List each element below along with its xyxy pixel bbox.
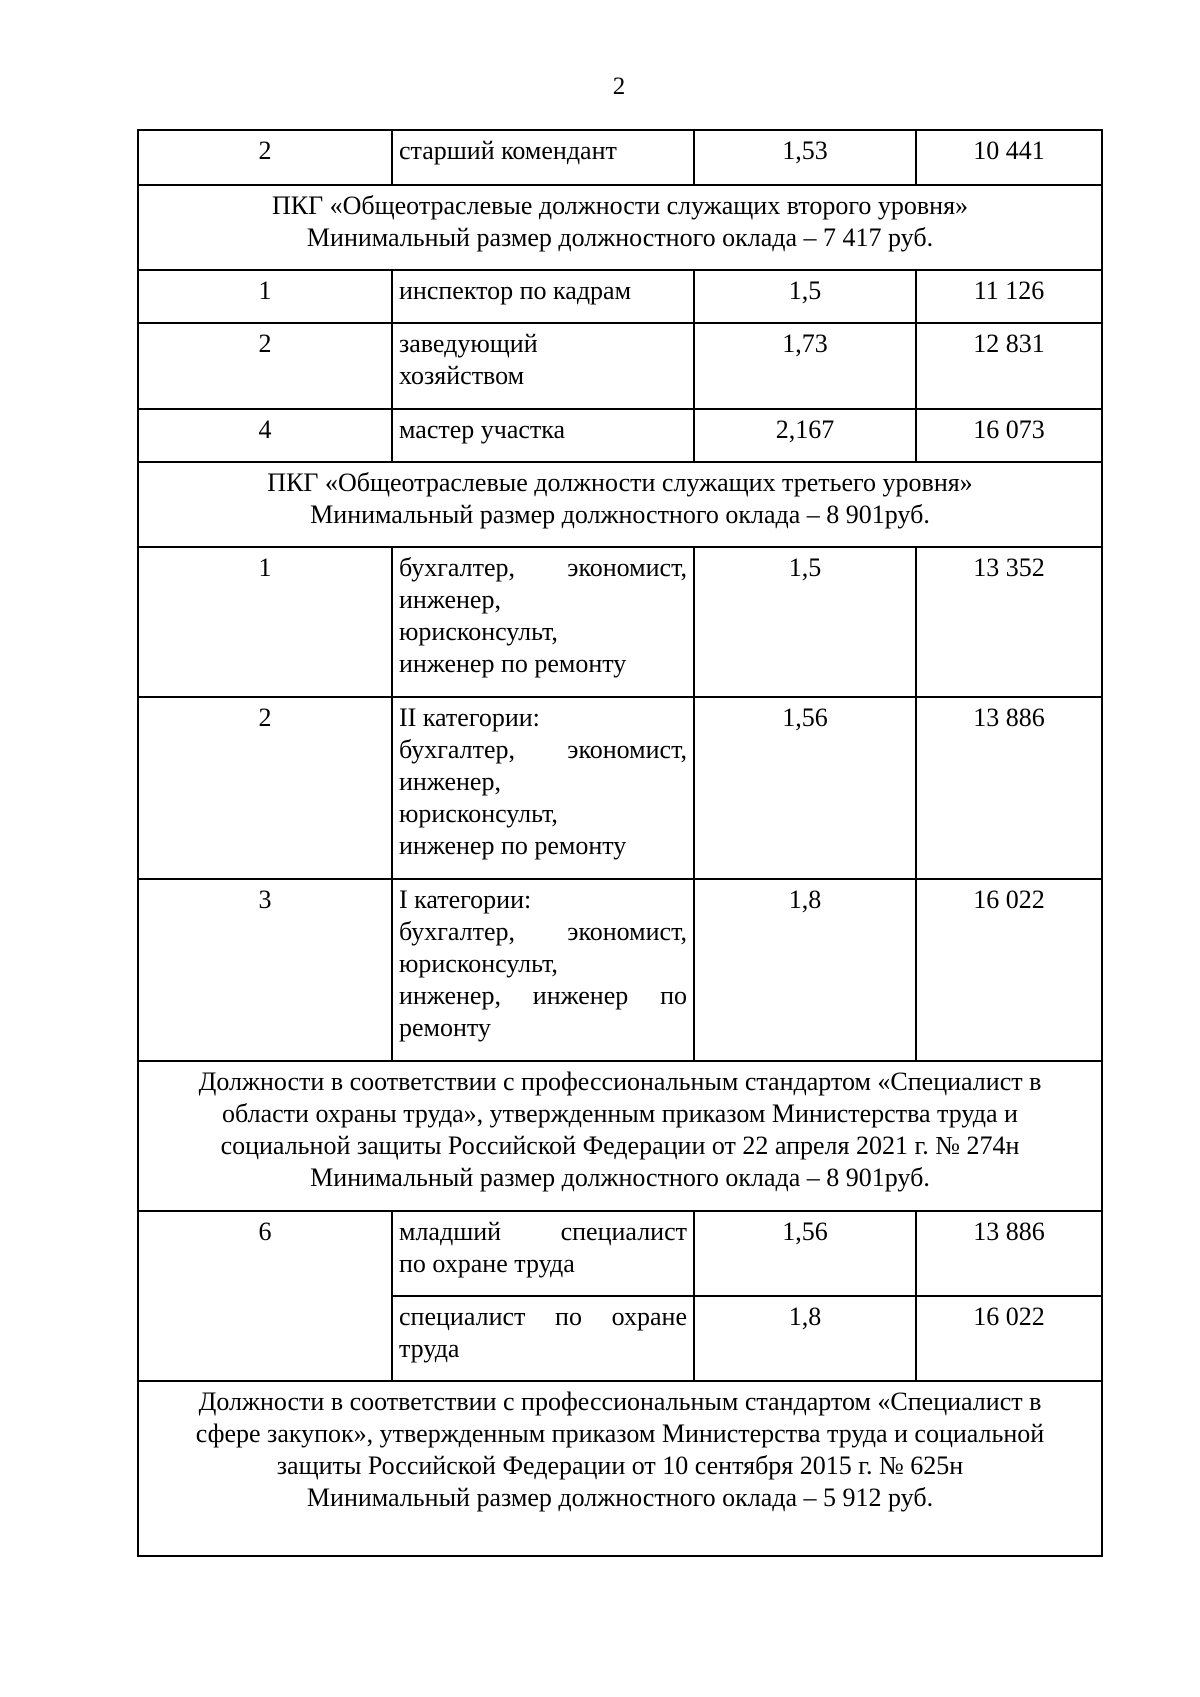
qualification-level: 3 (138, 879, 392, 1061)
group-min-salary: Минимальный размер должностного оклада – 8 901руб. (310, 500, 930, 529)
salary: 12 831 (916, 323, 1102, 409)
position-name (392, 1211, 694, 1296)
position-name (392, 130, 694, 185)
qualification-level: 1 (138, 547, 392, 697)
salary: 16 022 (916, 1296, 1102, 1381)
group-text-line: защиты Российской Федерации от 10 сентября 2015 г. № 625н (276, 1451, 964, 1480)
coefficient: 1,56 (694, 1211, 916, 1296)
group-title: ПКГ «Общеотраслевые должности служащих третьего уровня» (267, 468, 973, 497)
salary: 13 886 (916, 697, 1102, 879)
salary: 13 352 (916, 547, 1102, 697)
group-text-line: сфере закупок», утвержденным приказом Министерства труда и социальной (195, 1419, 1045, 1448)
table-row (138, 130, 1102, 185)
position-line: бухгалтер, экономист, (399, 553, 687, 582)
table-row (138, 270, 1102, 323)
position-name (392, 409, 694, 462)
table-row (138, 879, 1102, 1061)
position-name (392, 697, 694, 879)
position-line: юрисконсульт, (399, 949, 558, 978)
qualification-level: 2 (138, 697, 392, 879)
salary: 16 022 (916, 879, 1102, 1061)
group-header (138, 1061, 1102, 1211)
group-text-line: Должности в соответствии с профессиональным стандартом «Специалист в (198, 1067, 1042, 1096)
group-header-row (138, 185, 1102, 270)
position-line: младший специалист (399, 1217, 687, 1246)
salary: 10 441 (916, 130, 1102, 185)
position-line: старший комендант (399, 136, 617, 165)
position-line: труда (399, 1334, 460, 1363)
position-line: II категории: (399, 703, 540, 732)
table-row (138, 409, 1102, 462)
table-row (138, 547, 1102, 697)
group-header (138, 462, 1102, 547)
coefficient: 1,8 (694, 1296, 916, 1381)
position-line: инспектор по кадрам (399, 276, 632, 305)
position-name (392, 879, 694, 1061)
position-line: инженер, (399, 767, 501, 796)
group-header-row (138, 1381, 1102, 1556)
group-header (138, 1381, 1102, 1556)
position-line: юрисконсульт, (399, 617, 558, 646)
position-line: заведующий (399, 329, 538, 358)
position-name (392, 1296, 694, 1381)
qualification-level: 1 (138, 270, 392, 323)
qualification-level: 4 (138, 409, 392, 462)
position-name (392, 547, 694, 697)
group-min-salary: Минимальный размер должностного оклада – 8 901руб. (310, 1163, 930, 1192)
coefficient: 1,53 (694, 130, 916, 185)
qualification-level: 2 (138, 130, 392, 185)
group-text-line: области охраны труда», утвержденным приказом Министерства труда и (222, 1099, 1018, 1128)
position-name (392, 270, 694, 323)
group-text-line: Должности в соответствии с профессиональным стандартом «Специалист в (198, 1387, 1042, 1416)
salary: 13 886 (916, 1211, 1102, 1296)
group-header-row (138, 462, 1102, 547)
group-text-line: социальной защиты Российской Федерации от 22 апреля 2021 г. № 274н (220, 1131, 1020, 1160)
position-line: инженер, (399, 585, 501, 614)
salary: 16 073 (916, 409, 1102, 462)
page-number: 2 (612, 73, 626, 100)
coefficient: 1,5 (694, 270, 916, 323)
qualification-level: 6 (138, 1211, 392, 1381)
position-name (392, 323, 694, 409)
position-line: хозяйством (399, 361, 525, 390)
position-line: по охране труда (399, 1249, 575, 1278)
coefficient: 2,167 (694, 409, 916, 462)
group-header-row (138, 1061, 1102, 1211)
salary-table (137, 129, 1103, 1557)
position-line: инженер по ремонту (399, 831, 627, 860)
salary: 11 126 (916, 270, 1102, 323)
position-line: I категории: (399, 885, 532, 914)
position-line: юрисконсульт, (399, 799, 558, 828)
position-line: бухгалтер, экономист, (399, 735, 687, 764)
coefficient: 1,8 (694, 879, 916, 1061)
position-line: инженер, инженер по (399, 981, 687, 1010)
group-title: ПКГ «Общеотраслевые должности служащих второго уровня» (271, 191, 969, 220)
coefficient: 1,5 (694, 547, 916, 697)
group-min-salary: Минимальный размер должностного оклада – 7 417 руб. (306, 223, 934, 252)
table-row (138, 697, 1102, 879)
coefficient: 1,73 (694, 323, 916, 409)
table-row (138, 323, 1102, 409)
qualification-level: 2 (138, 323, 392, 409)
position-line: инженер по ремонту (399, 649, 627, 678)
position-line: бухгалтер, экономист, (399, 917, 687, 946)
table-row (138, 1211, 1102, 1296)
position-line: мастер участка (399, 415, 566, 444)
group-min-salary: Минимальный размер должностного оклада – 5 912 руб. (306, 1483, 934, 1512)
position-line: специалист по охране (399, 1302, 687, 1331)
position-line: ремонту (399, 1013, 491, 1042)
group-header (138, 185, 1102, 270)
coefficient: 1,56 (694, 697, 916, 879)
